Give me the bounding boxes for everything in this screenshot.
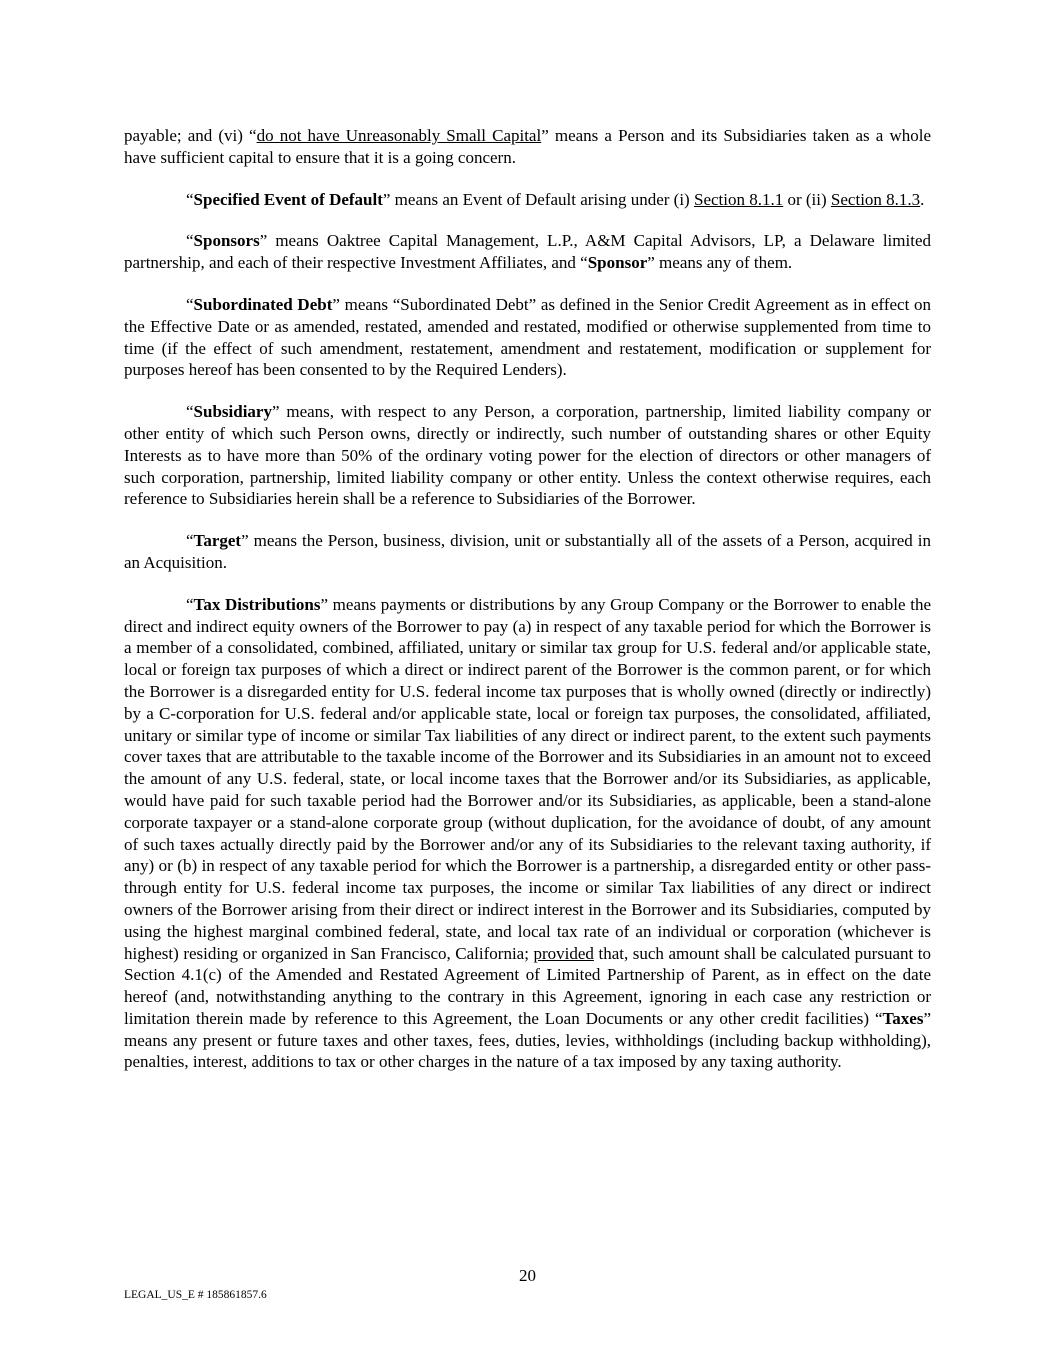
underlined-text: Section 8.1.1 [693,189,784,209]
underlined-text: do not have Unreasonably Small Capital [256,126,542,145]
text-run: ” means “Subordinated Debt” as defined in the Senior Credit Agreement as in effect on the Effective Date or as amended, restated, amended and restated, modified or otherwise supplemented from time to time (if the effect of such amendment, restatement, amendment and restatement, modification or supplement for purposes hereof has been consented to by the Required Lenders). [124,294,932,380]
text-run: ” means an Event of Default arising under (i) [382,189,694,209]
defined-term: Target [193,531,242,551]
defined-term: Taxes [882,1008,924,1028]
text-run: ” means a Person and its Subsidiaries taken as a whole have sufficient capital to ensure that it is a going concern. [124,126,932,167]
text-run: “ [186,594,194,614]
text-run: ” means, with respect to any Person, a corporation, partnership, limited liability company or other entity of which such Person owns, directly or indirectly, such number of outstanding shares or other Equity Interests as to have more than 50% of the ordinary voting power for the election of directors or other managers of such corporation, partnership, limited liability company or other entity. Unless the context otherwise requires, each reference to Subsidiaries herein shall be a reference to Subsidiaries of the Borrower. [124,402,931,509]
text-run: ” means the Person, business, division, unit or substantially all of the assets of a Person, acquired in an Acquisition. [124,531,931,572]
defined-term: Tax Distributions [193,594,321,614]
text-run: ” means Oaktree Capital Management, L.P., A&M Capital Advisors, LP, a Delaware limited partnership, and each of their respective Investment Affiliates, and “ [124,231,931,273]
underlined-text: Section 8.1.3 [830,189,921,209]
document-reference: LEGAL_US_E # 185861857.6 [124,1289,267,1301]
text-run: ” means any present or future taxes and other taxes, fees, duties, levies, withholdings (including backup withholding), penalties, interest, additions to tax or other charges in the nature of a tax imposed by any taxing authority. [124,1008,931,1072]
defined-term: Specified Event of Default [193,189,383,209]
underlined-text: provided [533,943,594,963]
text-run: “ [186,402,194,422]
paragraph-subordinated-debt [124,294,931,381]
text-run: ” means any of them. [647,253,793,273]
text-run: that, such amount shall be calculated pursuant to Section 4.1(c) of the Amended and Restated Agreement of Limited Partnership of Parent, as in effect on the date hereof (and, notwithstanding anything to the contrary in this Agreement, ignoring in each case any restriction or limitation therein made by reference to this Agreement, the Loan Documents or any other credit facilities) “ [124,943,931,1028]
text-run: “ [186,189,194,209]
page-number: 20 [519,1266,536,1285]
paragraph-specified-event-of-default [124,189,931,211]
text-run: “ [186,531,194,551]
text-run: . [920,189,925,209]
paragraph-small-capital [124,125,931,169]
text-run: “ [186,231,194,251]
defined-term: Sponsors [193,231,260,251]
defined-term: Subsidiary [193,402,272,422]
defined-term: Subordinated Debt [193,294,333,314]
text-run: payable; and (vi) “ [124,126,257,145]
text-run: “ [186,294,194,314]
text-run: ” means payments or distributions by any Group Company or the Borrower to enable the direct and indirect equity owners of the Borrower to pay (a) in respect of any taxable period for which the Borrower is a member of a consolidated, combined, affiliated, unitary or similar tax group for U.S. federal and/or applicable state, local or foreign tax purposes of which a direct or indirect parent of the Borrower is the common parent, or for which the Borrower is a disregarded entity for U.S. federal income tax purposes that is wholly owned (directly or indirectly) by a C-corporation for U.S. federal and/or applicable state, local or foreign tax purposes, the consolidated, affiliated, unitary or similar type of income or similar Tax liabilities of any direct or indirect parent, to the extent such payments cover taxes that are attributable to the taxable income of the Borrower and its Subsidiaries in an amount not to exceed the amount of any U.S. federal, state, or local income taxes that the Borrower and/or its Subsidiaries, as applicable, would have paid for such taxable period had the Borrower and/or its Subsidiaries, as applicable, been a stand-alone corporate taxpayer or a stand-alone corporate group (without duplication, for the avoidance of doubt, of any amount of such taxes actually directly paid by the Borrower and/or any of its Subsidiaries to the relevant taxing authority, if any) or (b) in respect of any taxable period for which the Borrower is a partnership, a disregarded entity or other pass-through entity for U.S. federal income tax purposes, the income or similar Tax liabilities of any direct or indirect owners of the Borrower arising from their direct or indirect interest in the Borrower and its Subsidiaries, computed by using the highest marginal combined federal, state, and local tax rate of an individual or corporation (whichever is highest) residing or organized in San Francisco, California; [124,594,931,963]
document-body [124,125,931,1093]
defined-term: Sponsor [587,253,648,273]
text-run: or (ii) [783,189,831,209]
paragraph-subsidiary [124,401,931,510]
paragraph-sponsors [124,230,931,274]
paragraph-target [124,530,931,574]
paragraph-tax-distributions [124,594,931,1074]
